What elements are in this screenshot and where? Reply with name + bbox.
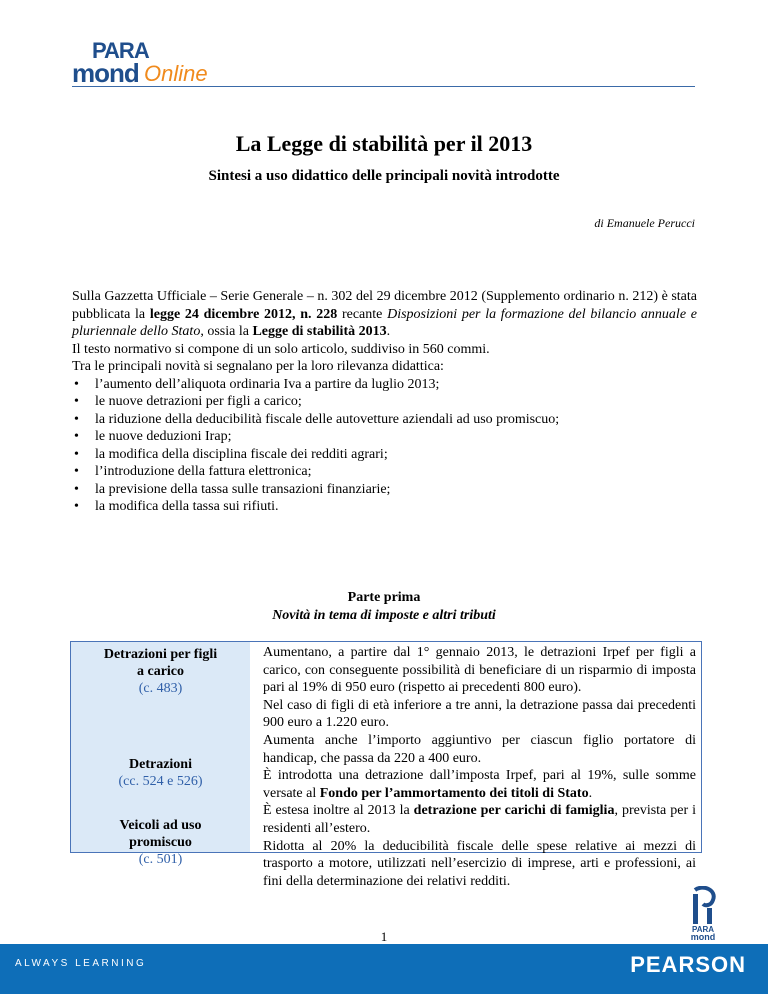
content-paragraph: Nel caso di figli di età inferiore a tre anni, la detrazione passa dai precedenti 900 euro a 1.220 euro. [263,697,696,731]
paramond-online-logo [72,38,272,88]
logo-para: PARA [92,38,149,63]
intro-paragraph-3: Tra le principali novità si segnalano per la loro rilevanza didattica: [72,359,444,374]
intro-paragraph-2: Il testo normativo si compone di un solo articolo, suddiviso in 560 commi. [72,341,490,357]
content-paragraph: Aumentano, a partire dal 1° gennaio 2013, le detrazioni Irpef per figli a carico, con conseguente possibilità di beneficiare di un risparmio di imposta pari al 19% di 950 euro (rispetto ai precedenti 800 euro). [263,645,696,696]
list-item: • le nuove detrazioni per figli a carico; [74,394,302,409]
paramond-corner-logo-icon [683,886,723,942]
list-item: • la riduzione della deducibilità fiscale delle autovetture aziendali ad uso promiscuo; [74,411,560,427]
content-paragraph: È estesa inoltre al 2013 la detrazione per carichi di famiglia, prevista per i residenti all’estero. [263,803,697,836]
side-heading-detrazioni-figli: Detrazioni per figli a carico (c. 483) [103,647,218,696]
logo-online: Online [144,61,208,86]
intro-section [72,288,697,516]
content-paragraph: È introdotta una detrazione dall’imposta Irpef, pari al 19%, sulle somme versate al Fondo per l’ammortamento dei titoli di Stato. [263,768,696,801]
header-divider [72,86,695,87]
intro-paragraph-1: Sulla Gazzetta Ufficiale – Serie Generale – n. 302 del 29 dicembre 2012 (Supplemento ordinario n. 212) è stata pubblicata la legge 24 dicembre 2012, n. 228 recante Disposizioni per la formazione del bilancio annuale e pluriennale dello Stato, ossia la Legge di stabilità 2013. [72,289,697,339]
document-subtitle: Sintesi a uso didattico delle principali novità introdotte [208,168,560,184]
logo-mond: mond [72,58,139,88]
document-title: La Legge di stabilità per il 2013 [235,131,533,156]
content-paragraph: Ridotta al 20% la deducibilità fiscale delle spese relative ai mezzi di trasporto a motore, utilizzati nell’esercizio di imprese, arti e professioni, ai fini della determinazione dei relativi redditi. [263,838,696,889]
side-heading-veicoli: Veicoli ad uso promiscuo (c. 501) [119,818,202,867]
novelties-list [72,376,697,516]
svg-text:mond: mond [690,932,716,942]
list-item: • la modifica della tassa sui rifiuti. [74,499,279,514]
list-item: • la previsione della tassa sulle transazioni finanziarie; [74,481,391,497]
content-paragraph: Aumenta anche l’importo aggiuntivo per ciascun figlio portatore di handicap, che passa da 220 a 400 euro. [263,732,696,766]
footer-bar [0,944,768,994]
table-content [263,644,696,890]
part-subtitle: Novità in tema di imposte e altri tributi [272,608,496,623]
footer-slogan: ALWAYS LEARNING [15,958,147,969]
table-sidebar [71,642,250,867]
pearson-logo: PEARSON [630,952,746,977]
author-byline: di Emanuele Perucci [594,216,695,230]
part-title: Parte prima [347,590,421,605]
svg-text:PARA: PARA [691,925,715,934]
page-number: 1 [380,929,388,944]
novelties-table [70,641,702,889]
list-item: • l’introduzione della fattura elettronica; [74,464,312,479]
list-item: • le nuove deduzioni Irap; [74,429,232,444]
list-item: • l’aumento dell’aliquota ordinaria Iva a partire da luglio 2013; [74,376,440,392]
list-item: • la modifica della disciplina fiscale dei redditi agrari; [74,446,388,462]
side-heading-detrazioni: Detrazioni (cc. 524 e 526) [118,757,203,789]
